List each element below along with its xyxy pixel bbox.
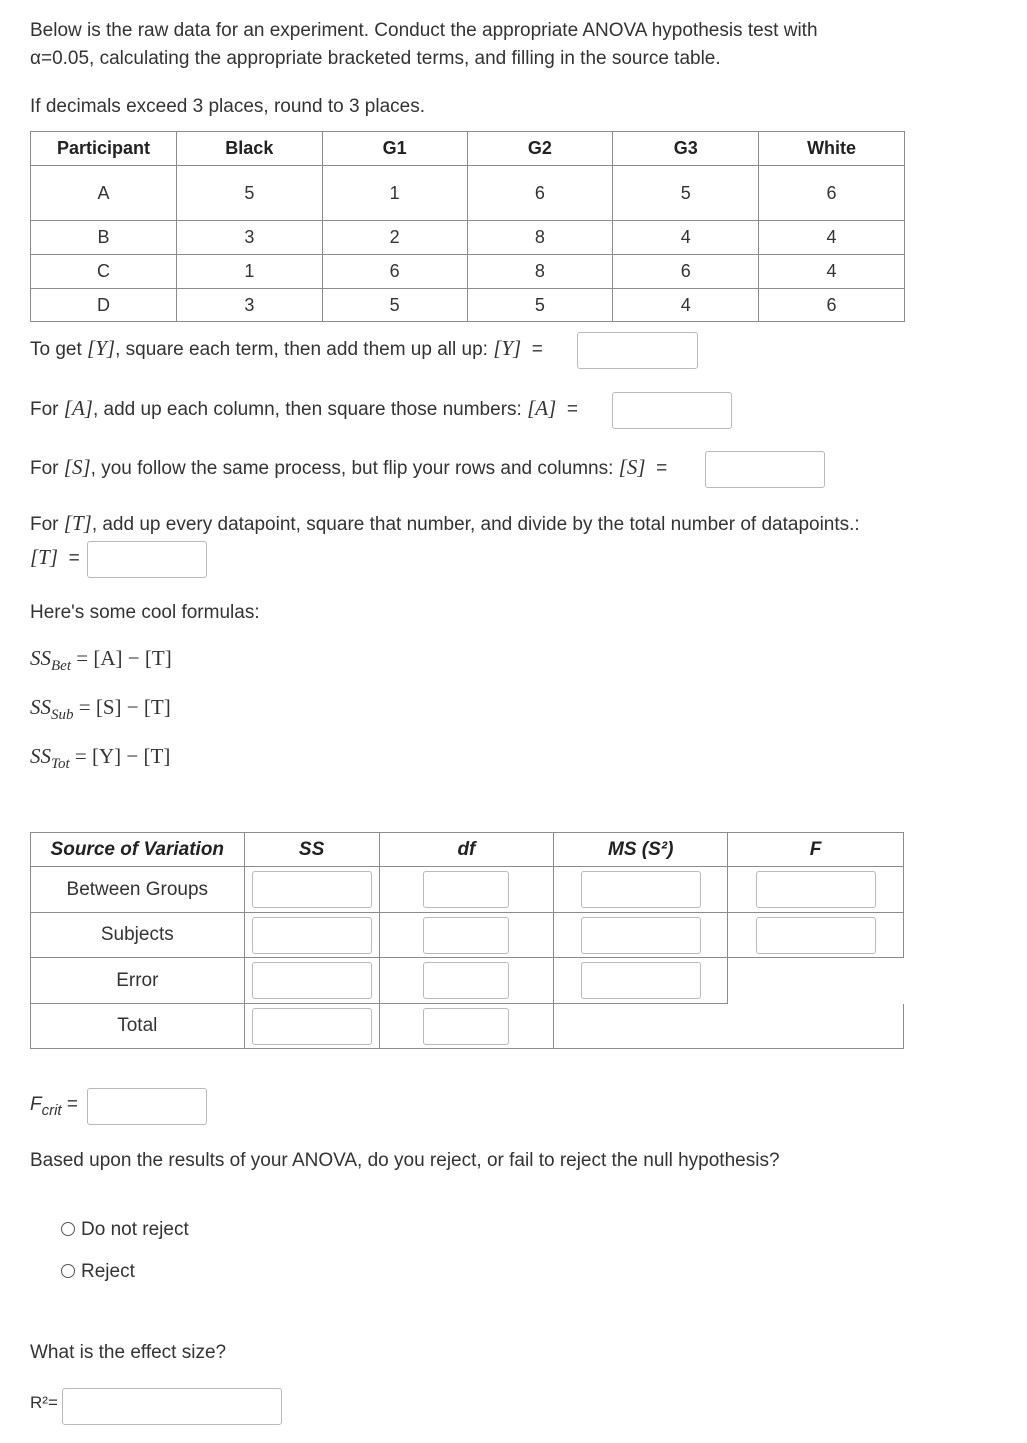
a-term-text-2: , add up each column, then square those numbers:: [92, 399, 528, 420]
formula-rhs: = [A] − [T]: [76, 646, 172, 670]
row-error: [31, 958, 904, 1004]
formula-rhs: = [S] − [T]: [78, 695, 171, 719]
table-cell: 4: [613, 289, 759, 322]
row-between-groups: [31, 867, 904, 913]
table-cell: 5: [613, 166, 759, 221]
table-cell: 6: [467, 166, 613, 221]
fcrit-f: F: [30, 1094, 42, 1115]
table-cell: 8: [467, 255, 613, 289]
table-cell: 6: [759, 289, 905, 322]
y-value-input[interactable]: [577, 332, 698, 369]
formula-rhs: = [Y] − [T]: [74, 744, 171, 768]
rounding-note: If decimals exceed 3 places, round to 3 places.: [30, 96, 426, 117]
table-cell: D: [31, 289, 177, 322]
header-ss: SS: [244, 833, 379, 867]
anova-source-table: [30, 832, 904, 1049]
y-bracket-repeat: [Y]: [493, 336, 522, 360]
t-term-text-2: , add up every datapoint, square that number, and divide by the total number of datapoints.:: [91, 514, 860, 535]
ss-error-input[interactable]: [252, 962, 372, 999]
ss-symbol: SS: [30, 695, 51, 719]
df-error-input[interactable]: [423, 962, 509, 999]
table-cell: 4: [759, 255, 905, 289]
table-cell: 6: [759, 166, 905, 221]
table-cell: B: [31, 221, 177, 255]
df-between-input[interactable]: [423, 871, 509, 908]
y-bracket: [Y]: [87, 336, 116, 360]
ss-between-input[interactable]: [252, 871, 372, 908]
table-cell: 5: [322, 289, 467, 322]
ms-subjects-input[interactable]: [581, 917, 701, 954]
y-term-text-2: , square each term, then add them up all up:: [115, 339, 494, 360]
df-subjects-input[interactable]: [423, 917, 509, 954]
source-label: Subjects: [31, 913, 245, 958]
y-term-line: [30, 336, 543, 361]
row-subjects: [31, 913, 904, 958]
formula-ss-between: [30, 646, 172, 675]
source-label: Error: [31, 958, 245, 1004]
ss-subscript: Bet: [51, 658, 71, 674]
ss-symbol: SS: [30, 744, 51, 768]
formula-ss-total: [30, 744, 170, 773]
a-bracket-repeat: [A]: [527, 396, 557, 420]
table-cell: 1: [176, 255, 322, 289]
a-term-text: For: [30, 399, 64, 420]
ss-subscript: Sub: [51, 707, 74, 723]
ss-subjects-input[interactable]: [252, 917, 372, 954]
table-cell: 8: [467, 221, 613, 255]
table-row: [31, 255, 905, 289]
radio-icon[interactable]: [61, 1264, 75, 1278]
header-g2: G2: [467, 132, 613, 166]
table-row: [31, 221, 905, 255]
t-term-line: [30, 511, 860, 536]
s-value-input[interactable]: [705, 451, 825, 488]
row-total: [31, 1004, 904, 1049]
ss-symbol: SS: [30, 646, 51, 670]
option-label: Do not reject: [81, 1219, 189, 1240]
f-between-input[interactable]: [756, 871, 876, 908]
s-term-text-2: , you follow the same process, but flip your rows and columns:: [90, 458, 619, 479]
a-term-line: [30, 396, 578, 421]
equals-sign: =: [566, 399, 578, 420]
table-cell: 6: [613, 255, 759, 289]
radio-icon[interactable]: [61, 1222, 75, 1236]
ss-subscript: Tot: [51, 756, 70, 772]
header-g3: G3: [613, 132, 759, 166]
table-cell: 5: [467, 289, 613, 322]
table-row: [31, 289, 905, 322]
effect-size-question: What is the effect size?: [30, 1342, 227, 1363]
header-g1: G1: [322, 132, 467, 166]
option-do-not-reject[interactable]: [61, 1219, 189, 1241]
s-term-text: For: [30, 458, 64, 479]
table-cell: 3: [176, 289, 322, 322]
table-cell: 4: [759, 221, 905, 255]
table-cell: 2: [322, 221, 467, 255]
instructions-line-2: α=0.05, calculating the appropriate bracketed terms, and filling in the source table.: [30, 48, 721, 69]
table-cell: 5: [176, 166, 322, 221]
instructions: [30, 17, 818, 73]
table-cell: 4: [613, 221, 759, 255]
option-label: Reject: [81, 1261, 135, 1282]
raw-data-table: [30, 131, 905, 322]
table-cell: 1: [322, 166, 467, 221]
header-df: df: [379, 833, 554, 867]
r-squared-label: R²=: [30, 1393, 58, 1412]
source-header-row: [31, 833, 904, 867]
header-participant: Participant: [31, 132, 177, 166]
ms-error-input[interactable]: [581, 962, 701, 999]
ms-between-input[interactable]: [581, 871, 701, 908]
t-term-text: For: [30, 514, 64, 535]
equals-sign: =: [531, 339, 543, 360]
decision-question: Based upon the results of your ANOVA, do you reject, or fail to reject the null hypothesis?: [30, 1150, 780, 1171]
t-value-input[interactable]: [87, 541, 207, 578]
fcrit-label: [30, 1094, 78, 1119]
a-bracket: [A]: [63, 396, 93, 420]
header-black: Black: [176, 132, 322, 166]
a-value-input[interactable]: [612, 392, 732, 429]
equals-sign: =: [66, 1094, 78, 1115]
table-cell: C: [31, 255, 177, 289]
instructions-line-1: Below is the raw data for an experiment. Conduct the appropriate ANOVA hypothesis test with: [30, 20, 818, 41]
equals-sign: =: [68, 548, 80, 569]
formula-ss-subjects: [30, 695, 171, 724]
s-term-line: [30, 455, 667, 480]
source-label: Between Groups: [31, 867, 245, 913]
ss-total-input[interactable]: [252, 1008, 372, 1045]
option-reject[interactable]: [61, 1261, 135, 1283]
header-f: F: [728, 833, 904, 867]
header-source: Source of Variation: [31, 833, 245, 867]
r-squared-input[interactable]: [62, 1388, 282, 1425]
data-header-row: [31, 132, 905, 166]
y-term-text: To get: [30, 339, 88, 360]
formulas-heading: Here's some cool formulas:: [30, 602, 260, 623]
table-cell: A: [31, 166, 177, 221]
s-bracket-repeat: [S]: [618, 455, 646, 479]
table-cell: 3: [176, 221, 322, 255]
table-row: [31, 166, 905, 221]
source-label: Total: [31, 1004, 245, 1049]
f-subjects-input[interactable]: [756, 917, 876, 954]
fcrit-input[interactable]: [87, 1088, 207, 1125]
s-bracket: [S]: [63, 455, 91, 479]
t-bracket: [T]: [63, 511, 92, 535]
t-bracket-repeat: [T]: [30, 545, 59, 569]
header-ms: MS (S²): [554, 833, 728, 867]
table-cell: 6: [322, 255, 467, 289]
equals-sign: =: [656, 458, 668, 479]
fcrit-subscript: crit: [41, 1102, 62, 1119]
header-white: White: [759, 132, 905, 166]
df-total-input[interactable]: [423, 1008, 509, 1045]
t-equals-line: [30, 545, 80, 570]
